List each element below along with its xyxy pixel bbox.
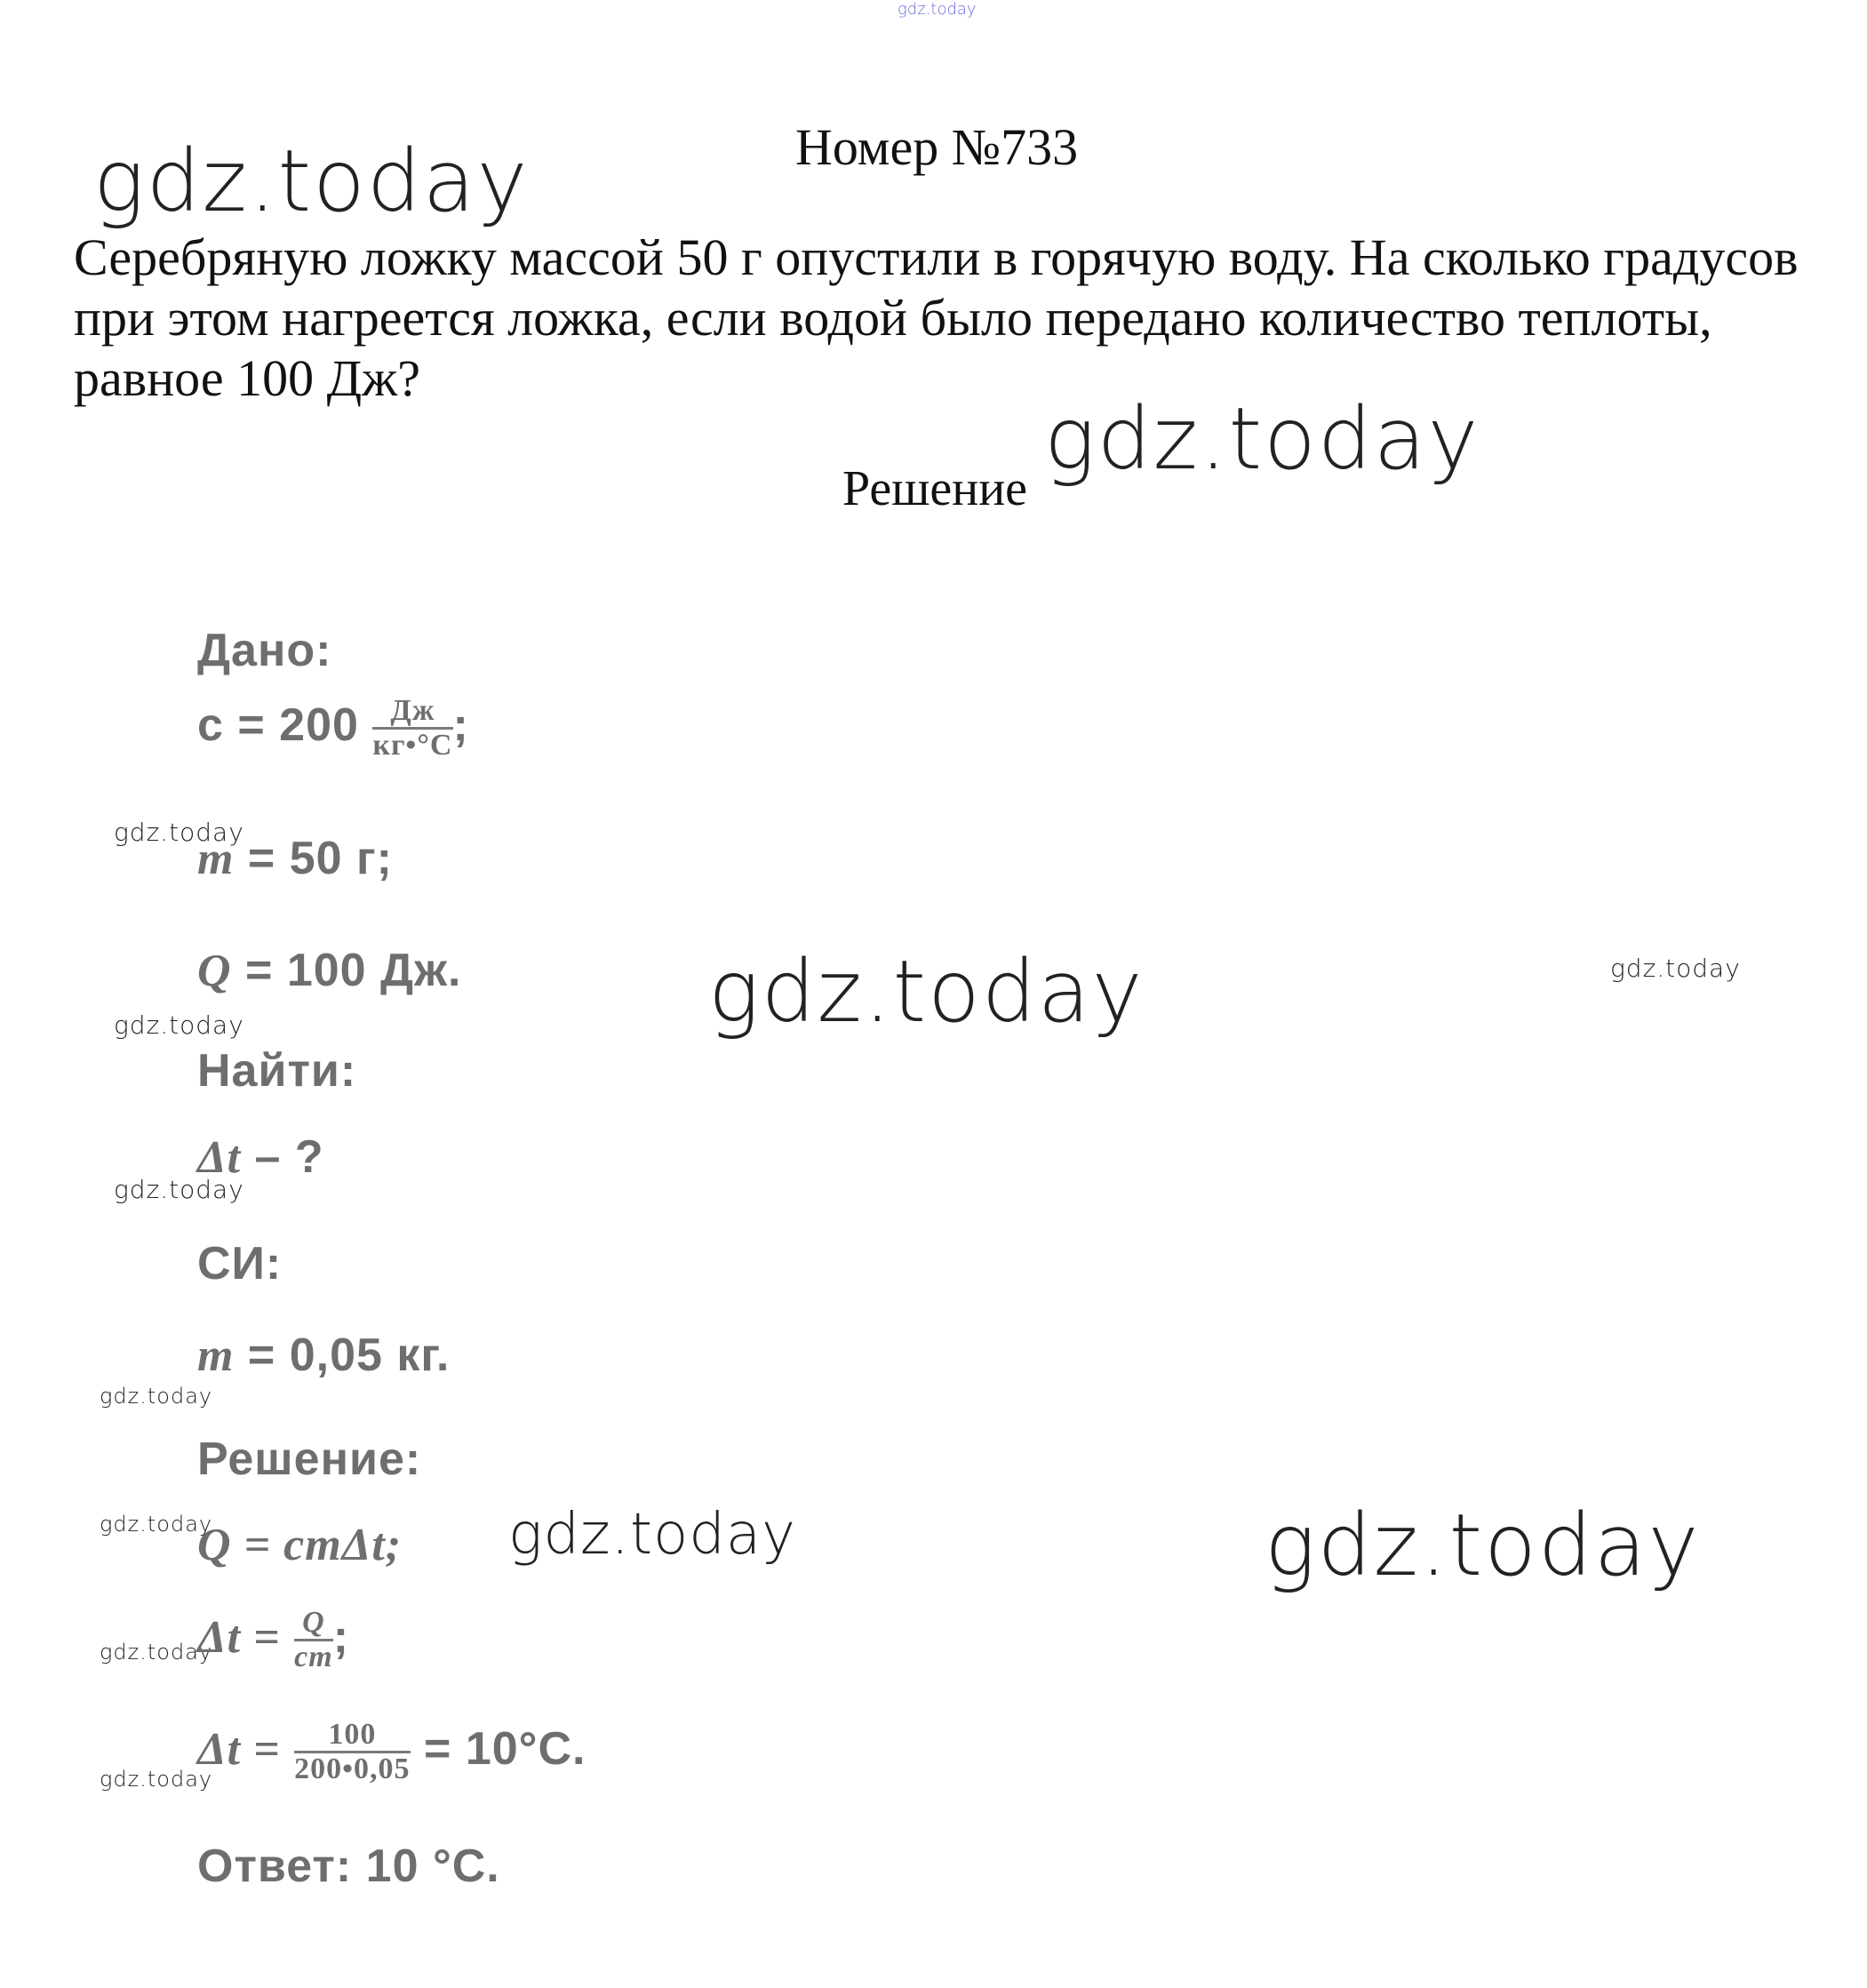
given-label: Дано:: [197, 625, 332, 676]
find-dt: [197, 1130, 324, 1184]
watermark-small: gdz.today: [100, 1512, 213, 1537]
m-variable: m: [197, 834, 235, 884]
c-unit-denominator: кг•°С: [372, 728, 453, 762]
solution-label: Решение:: [197, 1433, 422, 1485]
formula-result-denominator: 200•0,05: [294, 1752, 411, 1785]
watermark-small: gdz.today: [114, 1010, 244, 1040]
c-suffix: ;: [452, 699, 469, 751]
dt-variable: Δt: [197, 1132, 242, 1183]
formula-heat: [197, 1518, 402, 1571]
watermark-small: gdz.today: [114, 818, 244, 847]
formula-dt-numerator: Q: [294, 1607, 333, 1641]
page-title: Номер №733: [795, 118, 1079, 176]
watermark-small: gdz.today: [1610, 954, 1741, 983]
formula-dt-denominator: cm: [294, 1640, 333, 1673]
formula-result: [197, 1719, 586, 1784]
watermark-small: gdz.today: [100, 1767, 213, 1792]
solution-heading: Решение: [842, 461, 1028, 516]
watermark-large: gdz.today: [1265, 1496, 1701, 1595]
formula-dt-lhs: Δt =: [197, 1611, 281, 1663]
formula-result-lhs: Δt =: [197, 1723, 281, 1775]
given-c: [197, 695, 469, 761]
si-m-value: = 0,05 кг.: [234, 1329, 451, 1381]
c-unit-fraction: [372, 695, 452, 761]
q-variable: Q: [197, 946, 232, 996]
watermark-large: gdz.today: [93, 132, 530, 231]
formula-heat-text: Q = cmΔt;: [197, 1520, 403, 1570]
formula-dt-fraction: [294, 1607, 333, 1673]
watermark-large: gdz.today: [708, 942, 1145, 1042]
watermark-small: gdz.today: [100, 1640, 213, 1665]
given-q: [197, 944, 461, 997]
formula-result-fraction: [294, 1719, 410, 1784]
dt-value: – ?: [241, 1131, 324, 1183]
watermark-medium: gdz.today: [508, 1502, 796, 1568]
formula-dt: [197, 1607, 349, 1673]
formula-dt-suffix: ;: [332, 1610, 350, 1663]
si-label: СИ:: [197, 1238, 283, 1289]
m-value: = 50 г;: [234, 833, 393, 884]
watermark-large: gdz.today: [1044, 389, 1480, 489]
watermark-small: gdz.today: [114, 1175, 244, 1204]
watermark-top: gdz.today: [898, 0, 977, 19]
c-unit-numerator: Дж: [372, 695, 452, 730]
formula-result-value: = 10°С.: [424, 1722, 586, 1775]
problem-text: Серебряную ложку массой 50 г опустили в горячую воду. На сколько градусов при этом нагреется ложка, если водой было передано количество теплоты, равное 100 Дж?: [74, 228, 1799, 407]
formula-result-numerator: 100: [294, 1719, 410, 1753]
given-m: [197, 832, 393, 885]
si-m: [197, 1329, 450, 1382]
si-m-variable: m: [197, 1330, 235, 1381]
q-value: = 100 Дж.: [231, 945, 462, 996]
c-prefix: с = 200: [197, 699, 359, 751]
answer: Ответ: 10 °С.: [197, 1840, 500, 1892]
find-label: Найти:: [197, 1045, 357, 1097]
watermark-small: gdz.today: [100, 1384, 213, 1409]
